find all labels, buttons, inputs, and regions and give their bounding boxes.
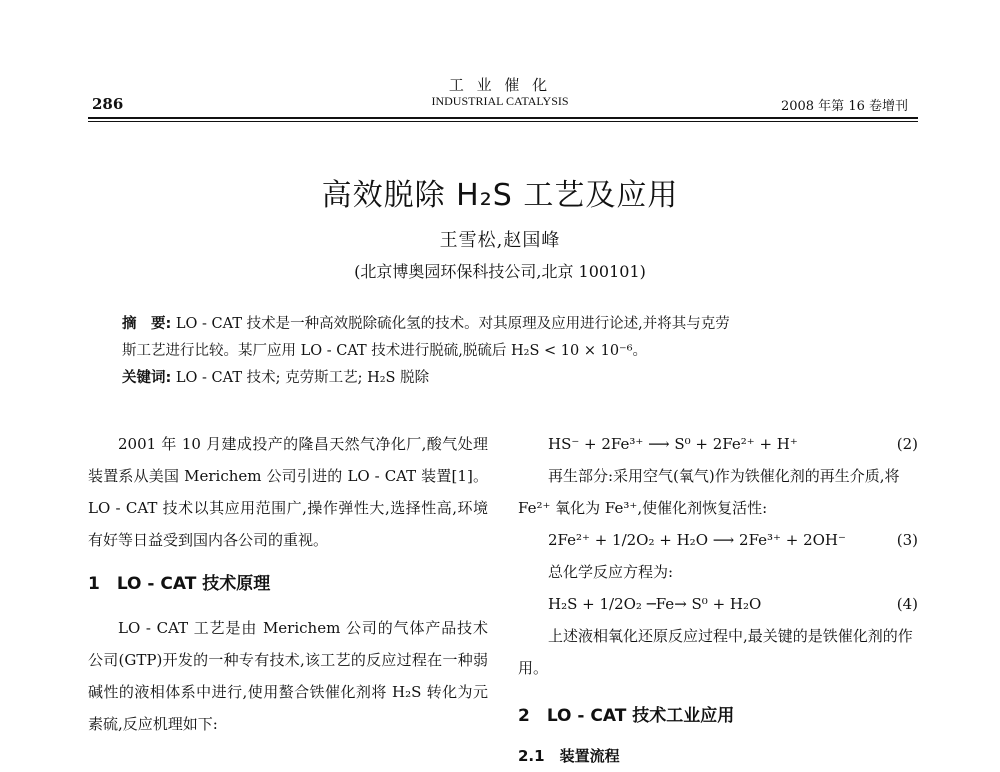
equation-2: [518, 428, 918, 460]
equation-4-number: (4): [896, 595, 918, 613]
abstract-line-1: [122, 311, 892, 338]
equation-3: [518, 524, 918, 556]
section-2-heading: 2 LO - CAT 技术工业应用: [518, 706, 735, 726]
keywords-label: 关键词:: [122, 370, 172, 386]
left-column: [88, 428, 488, 740]
subsection-2-1-heading: 2.1 装置流程: [518, 747, 620, 765]
equation-3-body: 2Fe²⁺ + 1/2O₂ + H₂O ⟶ 2Fe³⁺ + 2OH⁻: [548, 531, 846, 549]
abstract-block: [122, 311, 892, 392]
keywords-text: LO - CAT 技术; 克劳斯工艺; H₂S 脱除: [175, 370, 430, 386]
equation-3-number: (3): [896, 531, 918, 549]
total-reaction-label: 总化学反应方程为:: [548, 563, 674, 581]
header-rule-thick: [88, 117, 918, 119]
issue-info: 2008 年第 16 卷增刊: [780, 99, 908, 114]
regeneration-paragraph: 再生部分:采用空气(氧气)作为铁催化剂的再生介质,将 Fe²⁺ 氧化为 Fe³⁺,使催化剂恢复活性:: [518, 467, 900, 517]
equation-2-body: HS⁻ + 2Fe³⁺ ⟶ S⁰ + 2Fe²⁺ + H⁺: [548, 435, 798, 453]
affiliation: (北京博奥园环保科技公司,北京 100101): [354, 262, 646, 281]
abstract-text-1: LO - CAT 技术是一种高效脱除硫化氢的技术。对其原理及应用进行论述,并将其与克劳: [175, 316, 730, 332]
intro-paragraph: 2001 年 10 月建成投产的隆昌天然气净化厂,酸气处理装置系从美国 Merichem 公司引进的 LO - CAT 装置[1]。LO - CAT 技术以其应用范围广,操作弹性大,选择性高,环境有好等日益受到国内各公司的重视。: [88, 435, 488, 549]
section-1-heading: 1 LO - CAT 技术原理: [88, 574, 271, 594]
page-number: 286: [92, 95, 124, 113]
paper-title: 高效脱除 H₂S 工艺及应用: [321, 178, 679, 213]
header-rule-thin: [88, 121, 918, 122]
abstract-text-2: 斯工艺进行比较。某厂应用 LO - CAT 技术进行脱硫,脱硫后 H₂S < 10 × 10⁻⁶。: [122, 343, 648, 359]
equation-4: [518, 588, 918, 620]
abstract-label: 摘 要:: [122, 316, 172, 332]
keywords-line: [122, 365, 892, 392]
right-column: [518, 428, 918, 772]
authors: 王雪松,赵国峰: [439, 230, 561, 251]
equation-4-body: H₂S + 1/2O₂ ─Fe→ S⁰ + H₂O: [548, 595, 762, 613]
equation-2-number: (2): [896, 435, 918, 453]
journal-title-cn: 工 业 催 化: [448, 76, 552, 94]
journal-title-en: INDUSTRIAL CATALYSIS: [431, 94, 569, 108]
catalyst-paragraph: 上述液相氧化还原反应过程中,最关键的是铁催化剂的作用。: [518, 627, 913, 677]
principle-paragraph: LO - CAT 工艺是由 Merichem 公司的气体产品技术公司(GTP)开发的一种专有技术,该工艺的反应过程在一种弱碱性的液相体系中进行,使用螯合铁催化剂将 H₂S 转化为元素硫,反应机理如下:: [88, 619, 488, 733]
